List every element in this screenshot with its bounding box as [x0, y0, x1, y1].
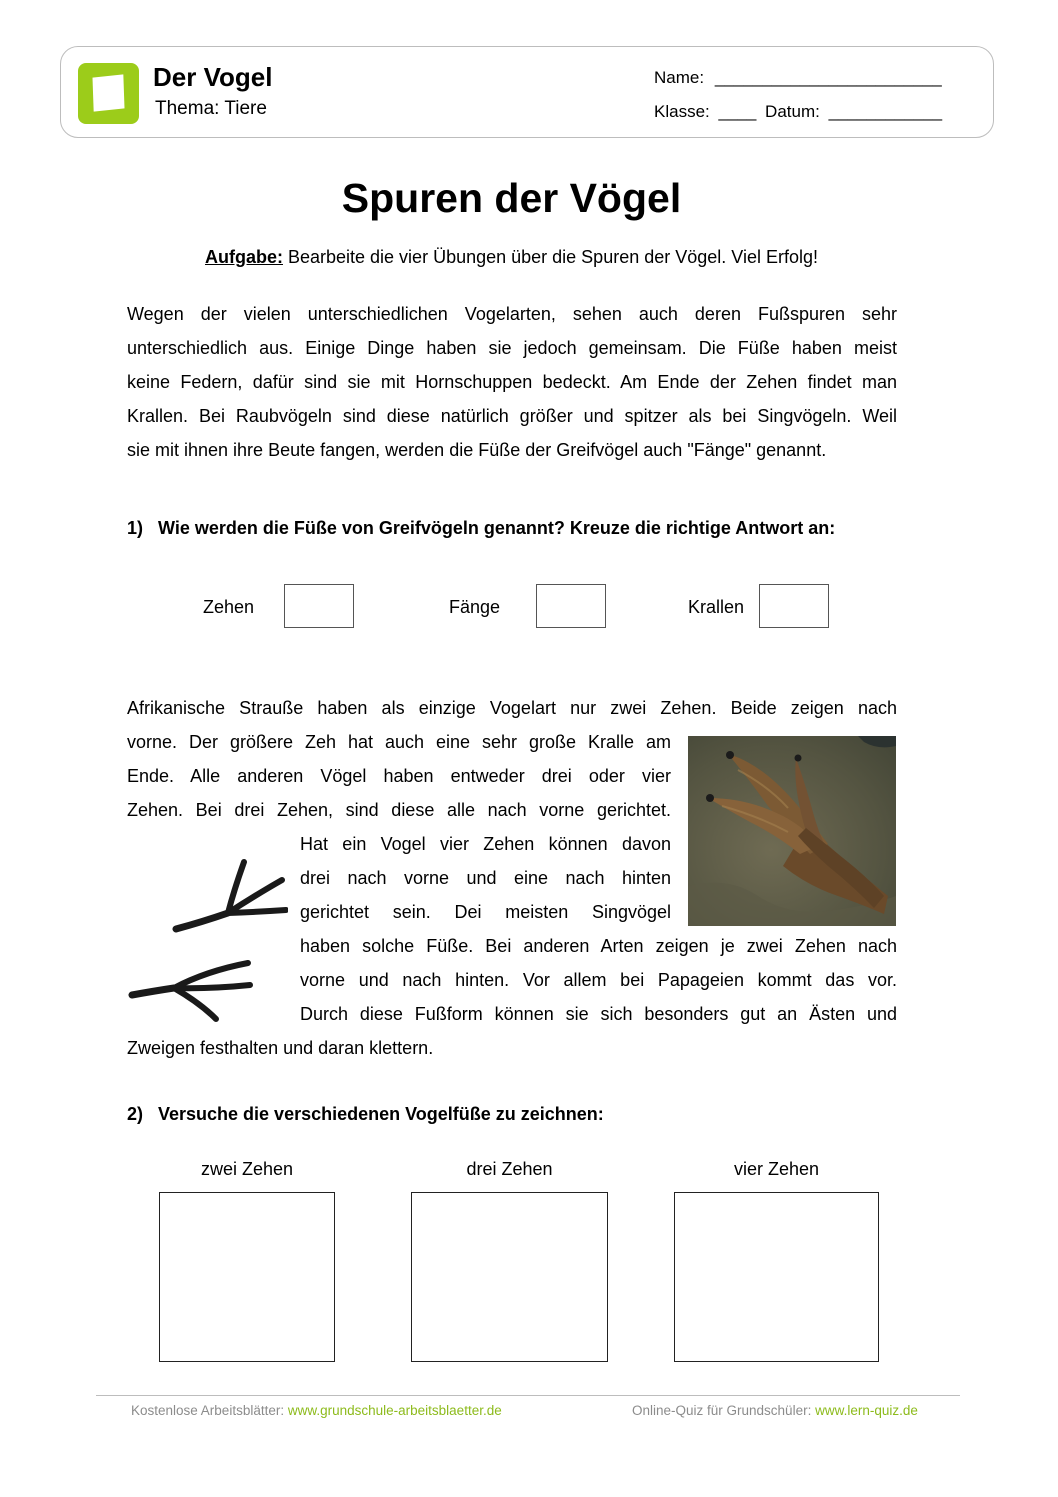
paragraph-2-mid-block	[300, 827, 671, 929]
paragraph-line: Afrikanische Strauße haben als einzige Vogelart nur zwei Zehen. Beide zeigen nach	[127, 698, 897, 718]
checkbox-zehen[interactable]	[284, 584, 354, 628]
drawing-label-three-toes: drei Zehen	[466, 1159, 553, 1179]
drawing-box-four-toes[interactable]	[674, 1192, 879, 1362]
paragraph-line: vorne und nach hinten. Vor allem bei Papageien kommt das vor.	[300, 970, 897, 990]
intro-paragraph	[127, 297, 897, 467]
question-2	[127, 1104, 604, 1125]
logo-icon	[78, 63, 139, 124]
option-label-krallen: Krallen	[688, 597, 745, 617]
worksheet-title: Der Vogel	[153, 62, 273, 92]
intro-line: keine Federn, dafür sind sie mit Hornschuppen bedeckt. Am Ende der Zehen findet man	[127, 372, 897, 392]
drawing-box-two-toes[interactable]	[159, 1192, 335, 1362]
paragraph-line: haben solche Füße. Bei anderen Arten zeigen je zwei Zehen nach	[300, 936, 897, 956]
footer-right	[632, 1403, 918, 1418]
class-date-field[interactable]	[654, 102, 942, 122]
worksheet-topic: Thema: Tiere	[155, 98, 267, 119]
paragraph-2-left-block	[127, 725, 671, 827]
date-label: Datum:	[765, 102, 820, 121]
question-1	[127, 518, 835, 539]
intro-line: Wegen der vielen unterschiedlichen Vogelarten, sehen auch deren Fußspuren sehr	[127, 304, 897, 324]
bird-track-four-toes-icon	[126, 955, 256, 1025]
footer-left-link[interactable]: www.grundschule-arbeitsblaetter.de	[287, 1403, 502, 1418]
paragraph-line: drei nach vorne und eine nach hinten	[300, 868, 671, 888]
option-label-faenge: Fänge	[449, 597, 501, 617]
paragraph-2-last-line	[127, 1031, 897, 1065]
intro-line: Krallen. Bei Raubvögeln sind diese natürlich größer und spitzer als bei Singvögeln. Weil	[127, 406, 897, 426]
paragraph-line: Ende. Alle anderen Vögel haben entweder drei oder vier	[127, 766, 671, 786]
task-label: Aufgabe:	[204, 247, 283, 267]
intro-line: unterschiedlich aus. Einige Dinge haben sie jedoch gemeinsam. Die Füße haben meist	[127, 338, 897, 358]
question-1-text: Wie werden die Füße von Greifvögeln genannt? Kreuze die richtige Antwort an:	[158, 518, 836, 538]
page-title: Spuren der Vögel	[341, 175, 682, 221]
name-label: Name:	[654, 68, 705, 87]
question-2-text: Versuche die verschiedenen Vogelfüße zu zeichnen:	[158, 1104, 604, 1124]
class-blank: ____	[718, 102, 757, 121]
drawing-label-four-toes: vier Zehen	[733, 1159, 820, 1179]
paragraph-2-wide-block	[300, 929, 897, 1031]
task-instruction	[0, 247, 1023, 268]
paragraph-line: vorne. Der größere Zeh hat auch eine sehr große Kralle am	[127, 732, 671, 752]
bird-foot-photo	[688, 736, 896, 926]
paragraph-line: Zehen. Bei drei Zehen, sind diese alle nach vorne gerichtet.	[127, 800, 671, 820]
footer-divider	[96, 1395, 960, 1396]
name-field[interactable]	[654, 68, 942, 88]
question-1-number: 1)	[127, 518, 144, 538]
date-blank: ____________	[828, 102, 943, 121]
class-label: Klasse:	[654, 102, 710, 121]
footer-left	[131, 1403, 502, 1418]
paragraph-line: Hat ein Vogel vier Zehen können davon	[300, 834, 671, 854]
paragraph-line: Durch diese Fußform können sie sich besonders gut an Ästen und	[300, 1004, 897, 1024]
drawing-box-three-toes[interactable]	[411, 1192, 608, 1362]
question-2-number: 2)	[127, 1104, 144, 1124]
footer-left-label: Kostenlose Arbeitsblätter:	[131, 1403, 288, 1418]
option-label-zehen: Zehen	[203, 597, 255, 617]
paragraph-line: gerichtet sein. Dei meisten Singvögel	[300, 902, 671, 922]
paragraph-2-line-1	[127, 691, 897, 725]
paragraph-line: Zweigen festhalten und daran klettern.	[127, 1038, 434, 1058]
name-blank: ________________________	[714, 68, 942, 87]
intro-line: sie mit ihnen ihre Beute fangen, werden die Füße der Greifvögel auch "Fänge" genannt.	[127, 440, 827, 460]
footer-right-label: Online-Quiz für Grundschüler:	[632, 1403, 816, 1418]
checkbox-krallen[interactable]	[759, 584, 829, 628]
task-text: Bearbeite die vier Übungen über die Spuren der Vögel. Viel Erfolg!	[282, 247, 818, 267]
footer-right-link[interactable]: www.lern-quiz.de	[815, 1403, 918, 1418]
bird-track-three-toes-icon	[172, 858, 288, 934]
checkbox-faenge[interactable]	[536, 584, 606, 628]
drawing-label-two-toes: zwei Zehen	[200, 1159, 294, 1179]
